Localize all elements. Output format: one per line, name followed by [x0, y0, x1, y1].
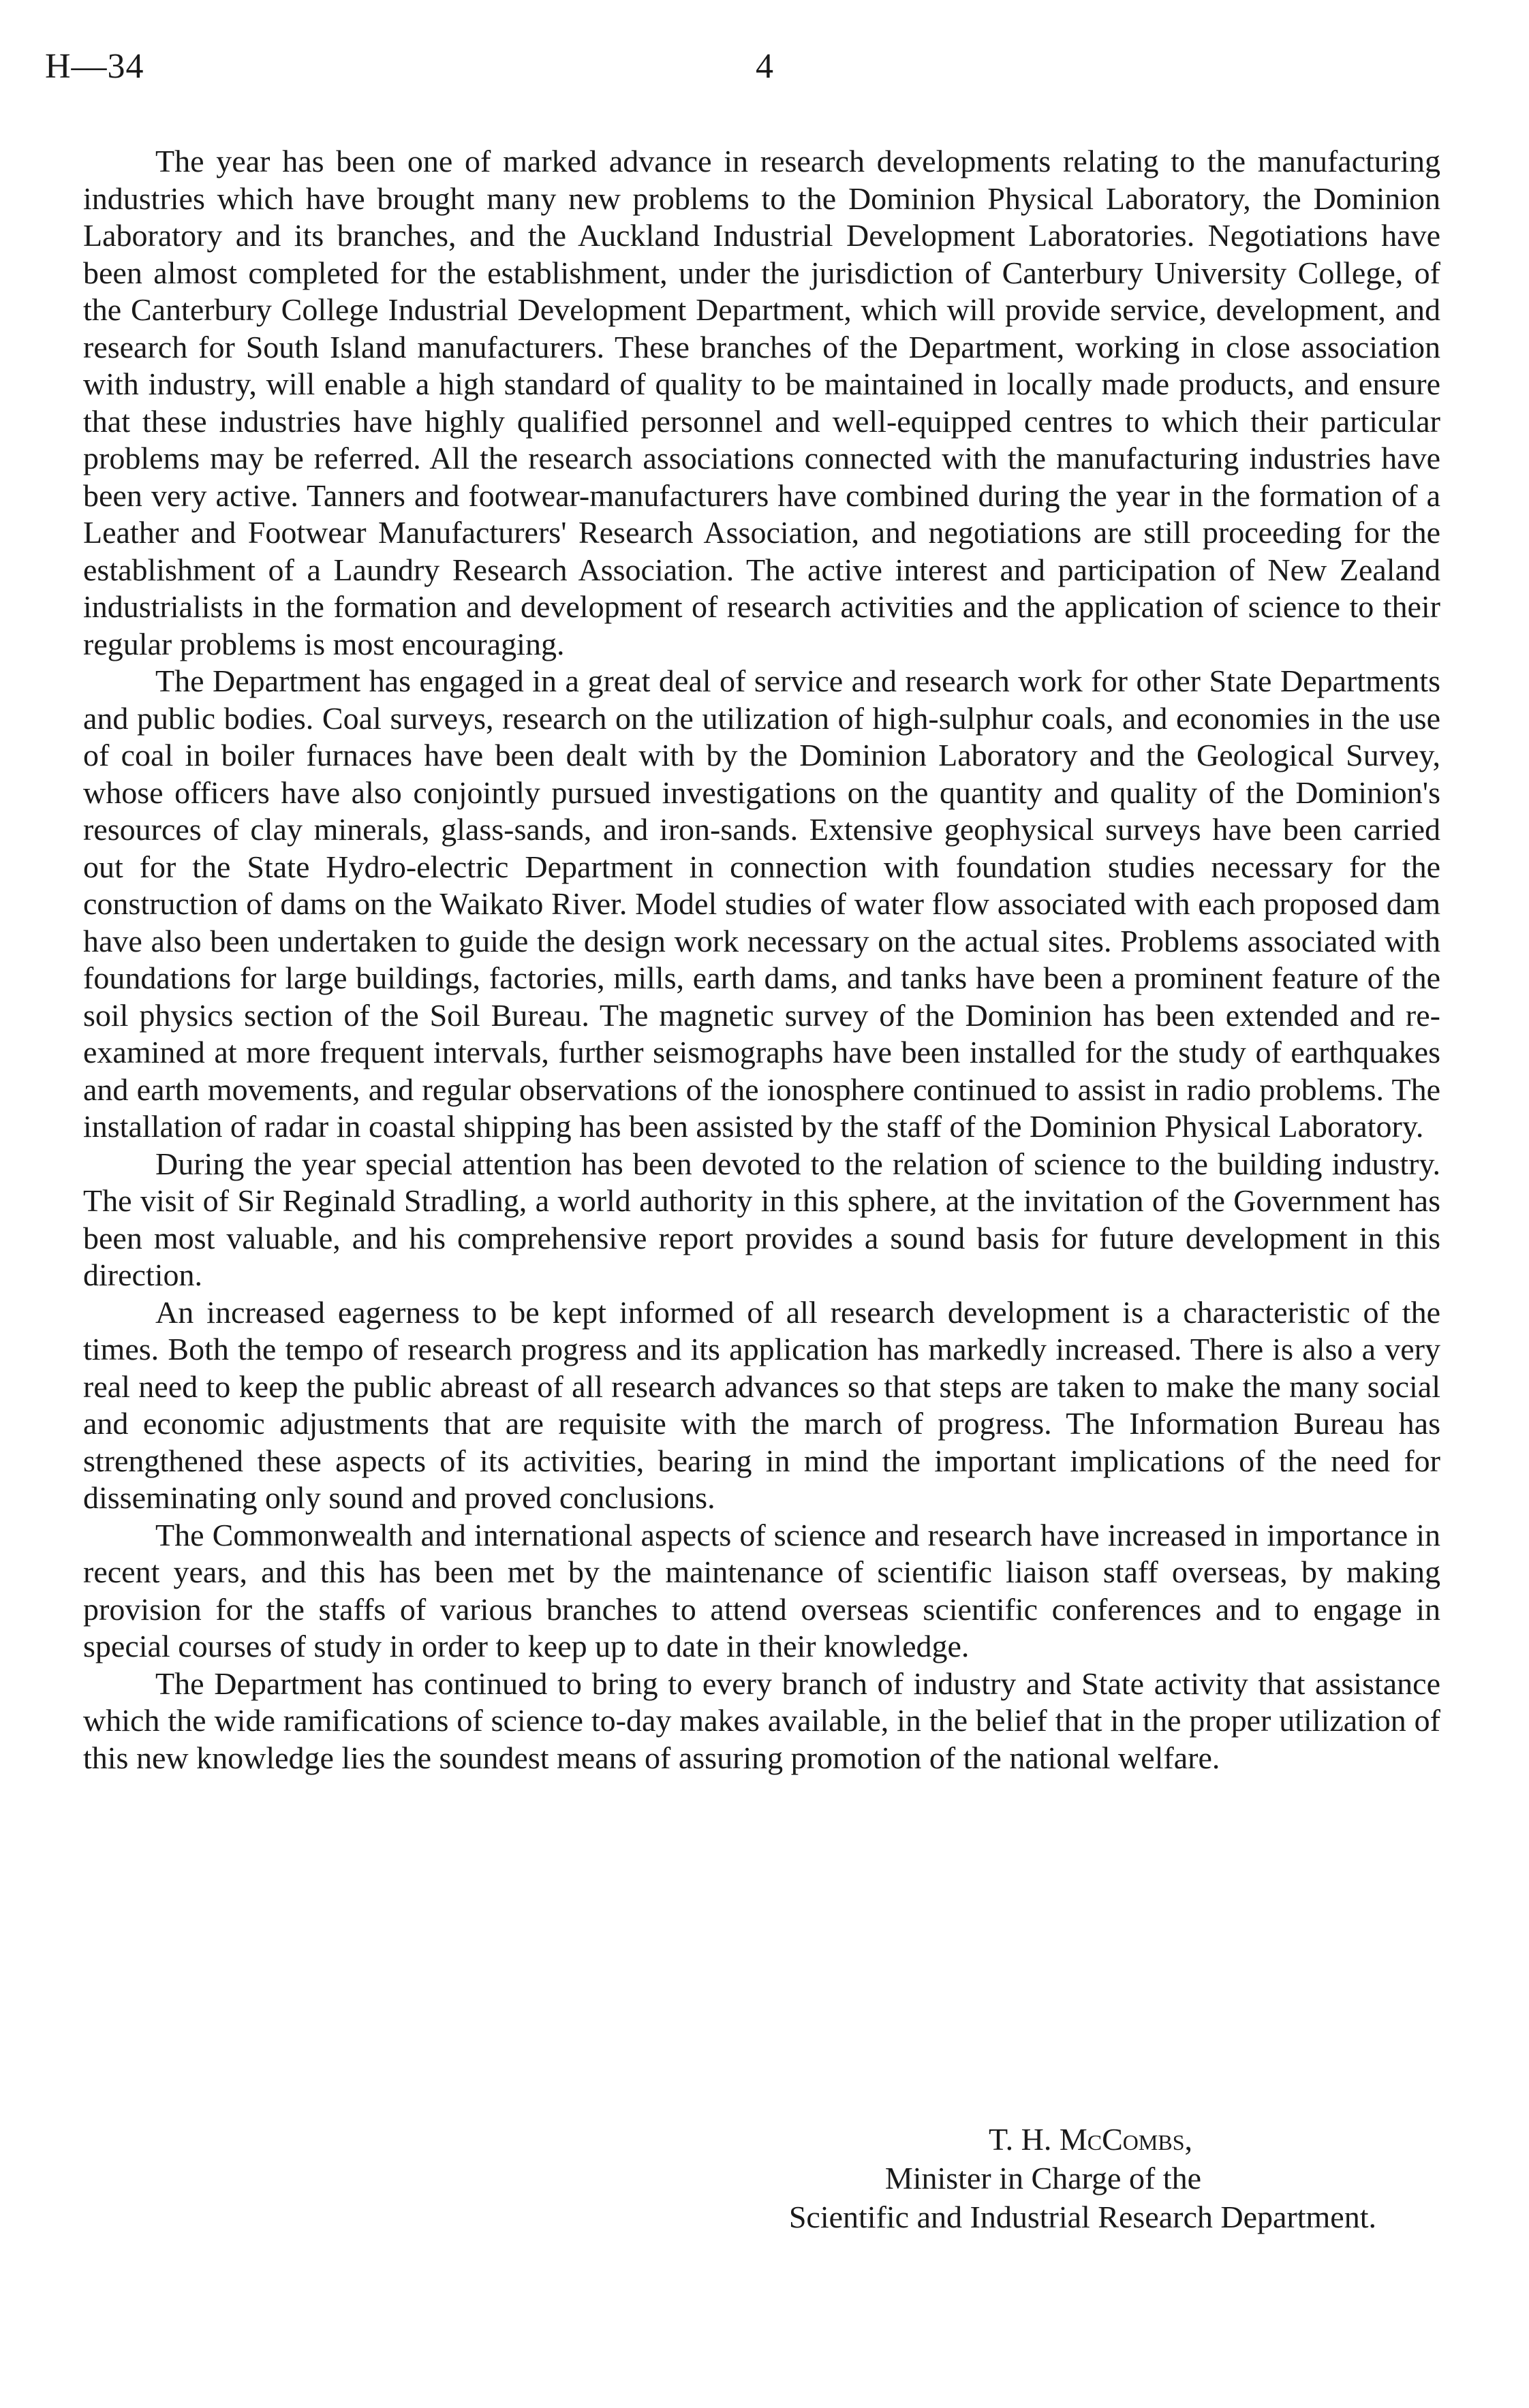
document-code: H—34 [45, 47, 144, 86]
paragraph-industry-research: The year has been one of marked advance in research developments relating to the manufacturing industries which have brought many new problems to the Dominion Physical Laboratory, the Dominion Laboratory and its branches, and the Auckland Industrial Development Laboratories. Negotiations have been almost completed for the establishment, under the jurisdiction of Canterbury University College, of the Canterbury College Industrial Development Department, which will provide service, development, and research for South Island manufacturers. These branches of the Department, working in close association with industry, will enable a high standard of quality to be maintained in locally made products, and ensure that these industries have highly qualified personnel and well-equipped centres to which their particular problems may be referred. All the research associations connected with the manufacturing industries have been very active. Tanners and footwear-manufacturers have combined during the year in the formation of a Leather and Footwear Manufacturers' Research Association, and negotiations are still proceeding for the establishment of a Laundry Research Association. The active interest and participation of New Zealand industrialists in the formation and development of research activities and the application of science to their regular problems is most encouraging. [83, 144, 1440, 661]
signatory-name: T. H. McCombs, [988, 2122, 1192, 2157]
signatory-role: Minister in Charge of the [884, 2161, 1201, 2195]
paragraph-building-industry: During the year special attention has been devoted to the relation of science to the building industry. The visit of Sir Reginald Stradling, a world authority in this sphere, at the invitation of the Government has been most valuable, and his comprehensive report provides a sound basis for future development in this direction. [83, 1146, 1440, 1292]
page-number: 4 [756, 47, 773, 86]
paragraph-service-work: The Department has engaged in a great deal of service and research work for other State Departments and public bodies. Coal surveys, research on the utilization of high-sulphur coals, and economies in the use of coal in boiler furnaces have been dealt with by the Dominion Laboratory and the Geological Survey, whose officers have also conjointly pursued investigations on the quantity and quality of the Dominion's resources of clay minerals, glass-sands, and iron-sands. Extensive geophysical surveys have been carried out for the State Hydro-electric Department in connection with foundation studies necessary for the construction of dams on the Waikato River. Model studies of water flow associated with each proposed dam have also been undertaken to guide the design work necessary on the actual sites. Problems associated with foundations for large buildings, factories, mills, earth dams, and tanks have been a prominent feature of the soil physics section of the Soil Bureau. The magnetic survey of the Dominion has been extended and re-examined at more frequent intervals, further seismographs have been installed for the study of earthquakes and earth movements, and regular observations of the ionosphere continued to assist in radio problems. The installation of radar in coastal shipping has been assisted by the staff of the Dominion Physical Laboratory. [83, 663, 1440, 1144]
page-header [45, 46, 1484, 101]
paragraph-information-bureau: An increased eagerness to be kept informed of all research development is a characteristic of the times. Both the tempo of research progress and its application has markedly increased. There is also a very real need to keep the public abreast of all research advances so that steps are taken to make the many social and economic adjustments that are requisite with the march of progress. The Information Bureau has strengthened these aspects of its activities, bearing in mind the important implications of the need for disseminating only sound and proved conclusions. [83, 1294, 1440, 1515]
paragraph-international-aspects: The Commonwealth and international aspects of science and research have increased in importance in recent years, and this has been met by the maintenance of scientific liaison staff overseas, by making provision for the staffs of various branches to attend overseas scientific conferences and to engage in special courses of study in order to keep up to date in their knowledge. [83, 1517, 1440, 1663]
body-text [83, 143, 1440, 1777]
signature-block [0, 2120, 1376, 2236]
signatory-department: Scientific and Industrial Research Department. [788, 2200, 1376, 2234]
paragraph-closing: The Department has continued to bring to every branch of industry and State activity that assistance which the wide ramifications of science to-day makes available, in the belief that in the proper utilization of this new knowledge lies the soundest means of assuring promotion of the national welfare. [83, 1666, 1440, 1775]
